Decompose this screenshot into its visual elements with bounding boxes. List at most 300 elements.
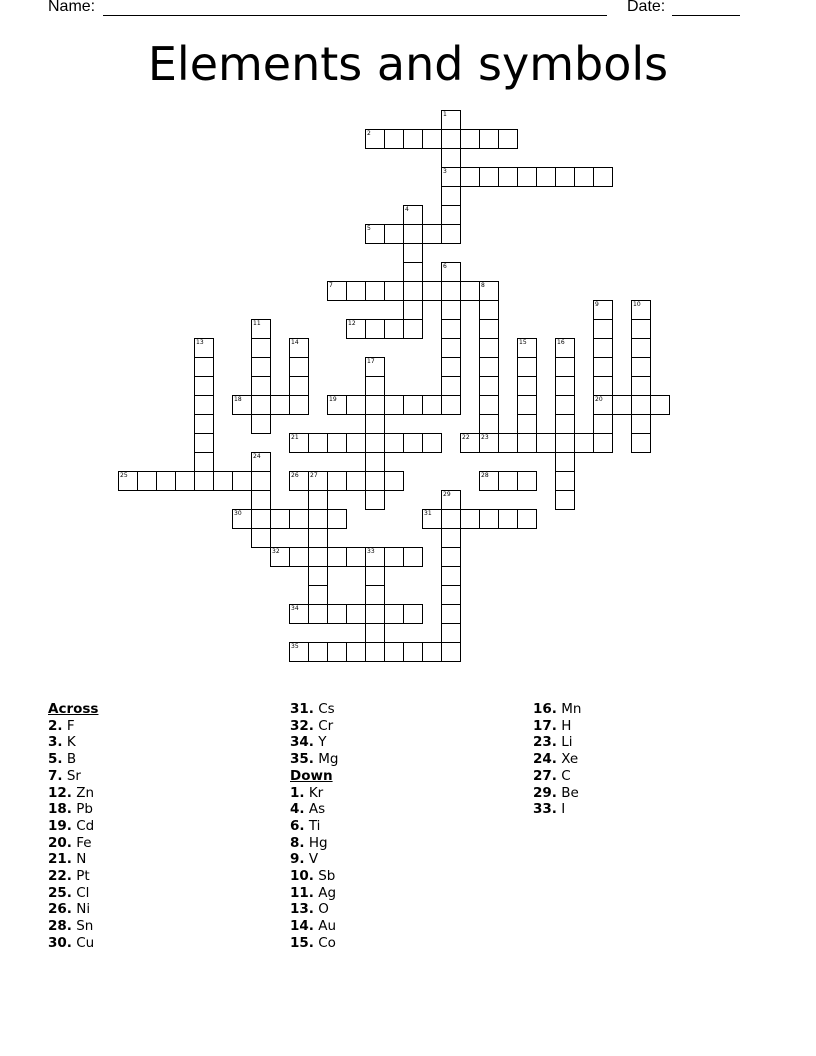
clue-number-label: 25. [48,884,72,901]
clue-number-label: 9. [290,851,305,868]
grid-cell[interactable] [365,281,385,301]
down-clue [533,768,581,785]
grid-cell[interactable] [479,357,499,377]
across-clue [48,768,98,785]
grid-cell[interactable] [384,129,404,149]
grid-cell[interactable] [365,623,385,643]
clue-number: 3 [443,168,447,175]
grid-cell[interactable] [441,547,461,567]
clue-text: Cd [76,817,95,834]
clue-text: As [308,801,326,818]
grid-cell[interactable] [574,167,594,187]
grid-cell[interactable] [441,205,461,225]
grid-cell[interactable] [479,129,499,149]
grid-cell[interactable] [479,376,499,396]
grid-cell[interactable] [308,490,328,510]
grid-cell[interactable] [517,414,537,434]
grid-cell[interactable] [308,528,328,548]
grid-cell[interactable] [194,452,214,472]
grid-cell[interactable] [536,433,556,453]
grid-cell[interactable] [346,281,366,301]
grid-cell[interactable] [308,547,328,567]
grid-cell[interactable] [346,433,366,453]
across-clue [48,918,98,935]
down-clue [290,901,338,918]
clue-number-label: 2. [48,717,63,734]
grid-cell[interactable] [555,490,575,510]
grid-cell[interactable] [498,129,518,149]
clue-text: Sb [318,868,336,885]
grid-cell[interactable] [441,357,461,377]
grid-cell[interactable] [327,642,347,662]
grid-cell[interactable] [251,357,271,377]
grid-cell[interactable] [194,395,214,415]
grid-cell[interactable] [384,224,404,244]
clue-column-2 [290,701,338,952]
grid-cell[interactable] [289,509,309,529]
grid-cell[interactable] [308,566,328,586]
clue-text: Sr [66,767,81,784]
grid-cell[interactable] [517,395,537,415]
grid-cell[interactable] [251,338,271,358]
clue-number-label: 33. [533,801,557,818]
clue-number-label: 19. [48,817,72,834]
grid-cell[interactable] [422,395,442,415]
grid-cell[interactable] [308,509,328,529]
grid-cell[interactable] [631,414,651,434]
grid-cell[interactable] [403,224,423,244]
grid-cell[interactable] [479,509,499,529]
grid-cell[interactable] [403,129,423,149]
grid-cell[interactable] [251,471,271,491]
grid-cell[interactable] [422,433,442,453]
clue-number-label: 24. [533,751,557,768]
clue-text: Cs [318,701,335,717]
grid-cell[interactable] [213,471,233,491]
name-label: Name: [48,0,96,15]
clue-number-label: 21. [48,851,72,868]
grid-cell[interactable] [384,319,404,339]
grid-cell[interactable] [631,433,651,453]
grid-cell[interactable] [631,338,651,358]
clue-number-label: 12. [48,784,72,801]
clue-number-label: 11. [290,884,314,901]
clue-number-label: 35. [290,751,314,768]
clue-number: 27 [310,472,318,479]
grid-cell[interactable] [441,129,461,149]
clue-column-3 [533,701,581,818]
grid-cell[interactable] [460,129,480,149]
grid-cell[interactable] [441,376,461,396]
clue-text: Pt [76,868,90,885]
down-clue [290,935,338,952]
grid-cell[interactable] [498,433,518,453]
across-heading: Across [48,701,99,717]
grid-cell[interactable] [194,471,214,491]
clue-number-label: 18. [48,801,72,818]
grid-cell[interactable] [308,433,328,453]
grid-cell[interactable] [441,319,461,339]
across-clue [48,851,98,868]
grid-cell[interactable] [441,585,461,605]
grid-cell[interactable] [441,338,461,358]
grid-cell[interactable] [441,148,461,168]
grid-cell[interactable] [327,471,347,491]
grid-cell[interactable] [422,129,442,149]
grid-cell[interactable] [460,509,480,529]
clue-number: 13 [196,339,204,346]
down-clue [290,818,338,835]
grid-cell[interactable] [460,167,480,187]
clue-text: Au [318,918,337,935]
grid-cell[interactable] [251,376,271,396]
clue-number: 22 [462,434,470,441]
clue-number: 28 [481,472,489,479]
grid-cell[interactable] [403,433,423,453]
grid-cell[interactable] [555,471,575,491]
clue-number: 12 [348,320,356,327]
clue-text: Zn [76,784,95,801]
clue-number: 20 [595,396,603,403]
grid-cell[interactable] [555,414,575,434]
grid-cell[interactable] [593,319,613,339]
grid-cell[interactable] [365,585,385,605]
down-clue [533,801,581,818]
clue-number: 21 [291,434,299,441]
clue-number-label: 15. [290,934,314,951]
across-clue [48,785,98,802]
grid-cell[interactable] [175,471,195,491]
down-clue [533,751,581,768]
grid-cell[interactable] [270,395,290,415]
grid-cell[interactable] [194,433,214,453]
across-clue [48,885,98,902]
grid-cell[interactable] [517,376,537,396]
clue-text: Co [318,934,336,951]
clue-text: Pb [76,801,93,818]
grid-cell[interactable] [650,395,670,415]
grid-cell[interactable] [403,642,423,662]
date-label: Date: [627,0,666,15]
grid-cell[interactable] [365,604,385,624]
clue-number-label: 7. [48,767,63,784]
grid-cell[interactable] [612,395,632,415]
clue-number: 35 [291,643,299,650]
grid-cell[interactable] [251,528,271,548]
grid-cell[interactable] [270,509,290,529]
grid-cell[interactable] [365,319,385,339]
grid-cell[interactable] [631,376,651,396]
grid-cell[interactable] [441,509,461,529]
grid-cell[interactable] [403,281,423,301]
grid-cell[interactable] [346,471,366,491]
clue-number: 17 [367,358,375,365]
grid-cell[interactable] [346,604,366,624]
grid-cell[interactable] [403,395,423,415]
grid-cell[interactable] [194,414,214,434]
clue-column-1 [48,701,98,952]
across-clue [48,734,98,751]
clue-number: 10 [633,301,641,308]
grid-cell[interactable] [555,376,575,396]
grid-cell[interactable] [593,414,613,434]
clue-number: 31 [424,510,432,517]
grid-cell[interactable] [346,395,366,415]
clue-number: 32 [272,548,280,555]
across-clue [48,818,98,835]
grid-cell[interactable] [479,167,499,187]
grid-cell[interactable] [479,338,499,358]
grid-cell[interactable] [194,376,214,396]
grid-cell[interactable] [403,547,423,567]
clue-number: 24 [253,453,261,460]
clue-text: Cl [76,884,90,901]
grid-cell[interactable] [593,338,613,358]
grid-cell[interactable] [555,357,575,377]
clue-number-label: 13. [290,901,314,918]
grid-cell[interactable] [498,509,518,529]
clue-number: 29 [443,491,451,498]
grid-cell[interactable] [593,376,613,396]
grid-cell[interactable] [593,357,613,377]
grid-cell[interactable] [517,167,537,187]
clue-number: 30 [234,510,242,517]
grid-cell[interactable] [403,319,423,339]
across-clue [290,701,338,718]
grid-cell[interactable] [555,167,575,187]
clue-number-label: 27. [533,767,557,784]
clue-number-label: 22. [48,868,72,885]
clue-number: 26 [291,472,299,479]
grid-cell[interactable] [384,471,404,491]
clue-text: K [66,734,76,751]
grid-cell[interactable] [441,604,461,624]
clue-number-label: 34. [290,734,314,751]
grid-cell[interactable] [365,471,385,491]
grid-cell[interactable] [365,414,385,434]
grid-cell[interactable] [384,395,404,415]
clue-number: 33 [367,548,375,555]
grid-cell[interactable] [498,471,518,491]
clue-number-label: 26. [48,901,72,918]
across-clue [48,835,98,852]
grid-cell[interactable] [441,395,461,415]
clue-text: Ni [76,901,91,918]
grid-cell[interactable] [555,452,575,472]
clue-number: 2 [367,130,371,137]
clue-number: 4 [405,206,409,213]
clue-text: Mg [318,751,339,768]
down-clue [290,918,338,935]
clue-text: Xe [561,751,579,768]
grid-cell[interactable] [479,395,499,415]
grid-cell[interactable] [384,281,404,301]
grid-cell[interactable] [593,433,613,453]
clue-number-label: 6. [290,817,305,834]
grid-cell[interactable] [441,623,461,643]
grid-cell[interactable] [422,224,442,244]
grid-cell[interactable] [441,566,461,586]
grid-cell[interactable] [308,642,328,662]
clue-number-label: 3. [48,734,63,751]
clue-number-label: 5. [48,751,63,768]
grid-cell[interactable] [365,642,385,662]
grid-cell[interactable] [441,642,461,662]
clue-text: F [66,717,75,734]
grid-cell[interactable] [327,604,347,624]
grid-cell[interactable] [479,319,499,339]
grid-cell[interactable] [403,604,423,624]
grid-cell[interactable] [517,357,537,377]
clue-number: 9 [595,301,599,308]
grid-cell[interactable] [403,243,423,263]
clue-number: 16 [557,339,565,346]
clue-text: Ag [318,884,337,901]
down-clue [533,701,581,718]
clue-number: 6 [443,263,447,270]
clue-number: 15 [519,339,527,346]
clue-number-label: 4. [290,801,305,818]
down-clue [533,718,581,735]
grid-cell[interactable] [441,528,461,548]
grid-cell[interactable] [251,414,271,434]
across-clue [48,718,98,735]
grid-cell[interactable] [289,395,309,415]
grid-cell[interactable] [327,433,347,453]
clue-number: 11 [253,320,261,327]
down-clue [290,868,338,885]
grid-cell[interactable] [365,395,385,415]
clue-number: 7 [329,282,333,289]
down-clue [533,785,581,802]
clue-text: N [76,851,87,868]
grid-cell[interactable] [631,357,651,377]
across-clue [290,734,338,751]
grid-cell[interactable] [289,547,309,567]
grid-cell[interactable] [517,509,537,529]
clue-text: O [318,901,329,918]
grid-cell[interactable] [156,471,176,491]
grid-cell[interactable] [289,376,309,396]
grid-cell[interactable] [555,395,575,415]
grid-cell[interactable] [593,167,613,187]
down-heading: Down [290,767,333,784]
page-title: Elements and symbols [147,37,669,91]
clue-number-label: 23. [533,734,557,751]
clue-text: Kr [308,784,324,801]
grid-cell[interactable] [365,566,385,586]
across-clue [48,751,98,768]
clue-number: 34 [291,605,299,612]
grid-cell[interactable] [574,433,594,453]
grid-cell[interactable] [517,433,537,453]
grid-cell[interactable] [251,490,271,510]
grid-cell[interactable] [232,471,252,491]
grid-cell[interactable] [517,471,537,491]
grid-cell[interactable] [384,642,404,662]
clue-number: 1 [443,111,447,118]
clue-number: 14 [291,339,299,346]
grid-cell[interactable] [536,167,556,187]
across-clue [48,901,98,918]
grid-cell[interactable] [441,300,461,320]
grid-cell[interactable] [365,433,385,453]
grid-cell[interactable] [384,547,404,567]
down-clue [290,785,338,802]
clue-number: 25 [120,472,128,479]
grid-cell[interactable] [403,262,423,282]
grid-cell[interactable] [479,414,499,434]
clue-number-label: 17. [533,717,557,734]
grid-cell[interactable] [384,604,404,624]
grid-cell[interactable] [460,281,480,301]
grid-cell[interactable] [441,224,461,244]
clue-text: B [66,751,77,768]
grid-cell[interactable] [555,433,575,453]
grid-cell[interactable] [384,433,404,453]
clue-text: V [308,851,319,868]
clue-text: Y [318,734,327,751]
clue-text: Hg [308,834,328,851]
down-clue [290,835,338,852]
clue-text: Cu [76,934,95,951]
clue-number: 18 [234,396,242,403]
grid-cell[interactable] [346,642,366,662]
clue-text: Mn [561,701,582,717]
grid-cell[interactable] [498,167,518,187]
grid-cell[interactable] [365,376,385,396]
grid-cell[interactable] [422,642,442,662]
clue-text: Ti [308,817,321,834]
grid-cell[interactable] [403,300,423,320]
clue-number: 8 [481,282,485,289]
clue-number-label: 32. [290,717,314,734]
grid-cell[interactable] [308,585,328,605]
grid-cell[interactable] [479,300,499,320]
across-clue [290,751,338,768]
clue-number-label: 31. [290,701,314,717]
grid-cell[interactable] [422,281,442,301]
across-clue [48,801,98,818]
grid-cell[interactable] [137,471,157,491]
clue-number-label: 16. [533,701,557,717]
grid-cell[interactable] [251,395,271,415]
grid-cell[interactable] [308,604,328,624]
grid-cell[interactable] [631,319,651,339]
grid-cell[interactable] [441,281,461,301]
grid-cell[interactable] [194,357,214,377]
grid-cell[interactable] [327,509,347,529]
grid-cell[interactable] [289,357,309,377]
grid-cell[interactable] [365,452,385,472]
grid-cell[interactable] [365,490,385,510]
grid-cell[interactable] [631,395,651,415]
clue-number-label: 30. [48,934,72,951]
clue-text: Cr [318,717,334,734]
clue-text: Fe [76,834,92,851]
across-clue [290,718,338,735]
across-clue [48,868,98,885]
grid-cell[interactable] [327,547,347,567]
down-clue [533,734,581,751]
grid-cell[interactable] [251,509,271,529]
clue-number-label: 20. [48,834,72,851]
grid-cell[interactable] [441,186,461,206]
clue-text: Li [561,734,573,751]
clue-number: 5 [367,225,371,232]
clue-text: H [561,717,572,734]
grid-cell[interactable] [346,547,366,567]
